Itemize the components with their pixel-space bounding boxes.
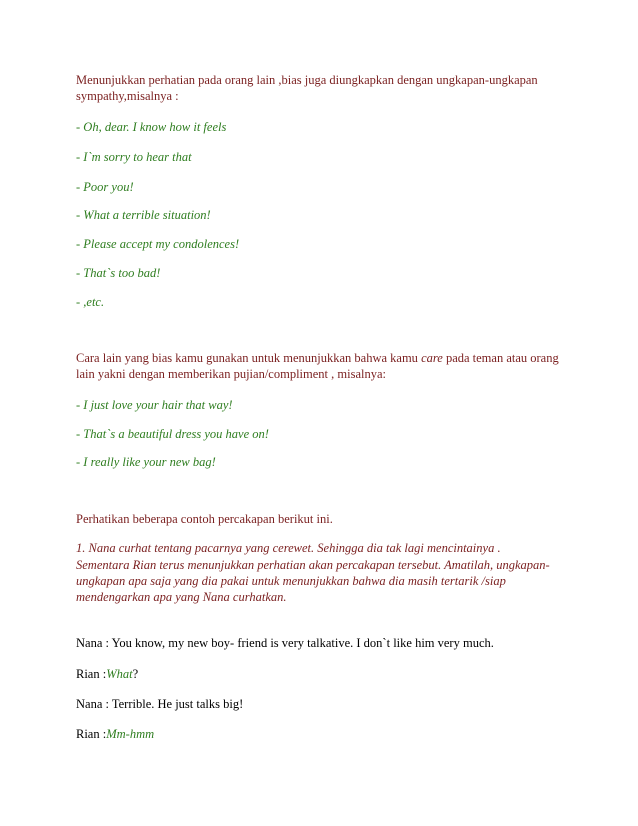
dialogue-text: Terrible. He just talks big! [111,697,244,711]
example-line-3: ungkapan apa saja yang dia pakai untuk menunjukkan bahwa dia masih tertarik /siap [76,574,506,588]
sympathy-item: - Please accept my condolences! [76,237,240,251]
dialogue-line [76,666,138,682]
example-line-1: 1. Nana curhat tentang pacarnya yang cerewet. Sehingga dia tak lagi mencintainya . [76,541,501,555]
speaker-name: Rian : [76,727,107,741]
dialogue-suffix: ? [132,667,139,681]
compliment-intro-line-2: lain yakni dengan memberikan pujian/compliment , misalnya: [76,367,386,381]
sympathy-item: - Oh, dear. I know how it feels [76,120,227,134]
dialogue-text: What [106,667,133,681]
compliment-item: - That`s a beautiful dress you have on! [76,427,269,441]
dialogue-line [76,726,154,742]
intro-line-2: sympathy,misalnya : [76,89,179,103]
speaker-name: Nana : [76,636,112,650]
sympathy-item: - Poor you! [76,180,134,194]
dialogue-line [76,635,494,651]
speaker-name: Nana : [76,697,112,711]
care-emphasis: care [421,351,443,365]
example-line-4: mendengarkan apa yang Nana curhatkan. [76,590,287,604]
sympathy-item: - ,etc. [76,295,105,309]
compliment-intro-line-1 [76,350,559,366]
dialogue-line [76,696,243,712]
sympathy-item: - That`s too bad! [76,266,161,280]
compliment-item: - I just love your hair that way! [76,398,233,412]
sympathy-item: - I`m sorry to hear that [76,150,192,164]
dialogue-text: You know, my new boy- friend is very talkative. I don`t like him very much. [111,636,494,650]
compliment-intro-post: pada teman atau orang [442,351,559,365]
example-heading: Perhatikan beberapa contoh percakapan berikut ini. [76,512,333,526]
example-line-2: Sementara Rian terus menunjukkan perhatian akan percakapan tersebut. Amatilah, ungkapan- [76,558,550,572]
intro-line-1: Menunjukkan perhatian pada orang lain ,bias juga diungkapkan dengan ungkapan-ungkapan [76,73,538,87]
speaker-name: Rian : [76,667,107,681]
compliment-item: - I really like your new bag! [76,455,216,469]
compliment-intro-pre: Cara lain yang bias kamu gunakan untuk menunjukkan bahwa kamu [76,351,422,365]
sympathy-item: - What a terrible situation! [76,208,211,222]
dialogue-text: Mm-hmm [106,727,155,741]
